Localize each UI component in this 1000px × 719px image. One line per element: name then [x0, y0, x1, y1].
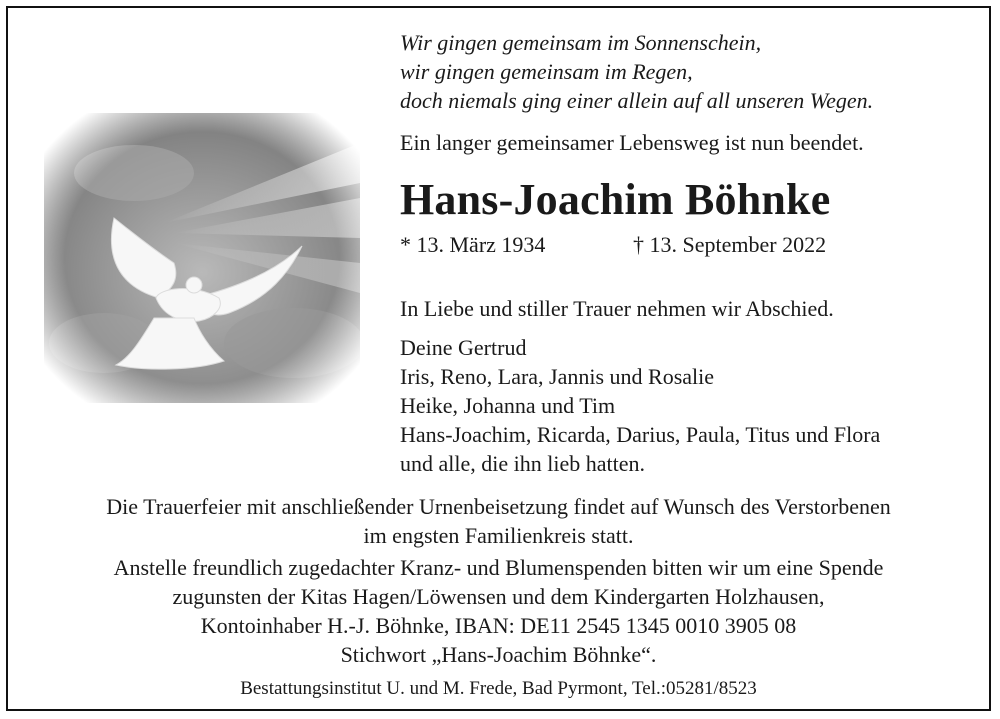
deceased-name: Hans-Joachim Böhnke: [400, 175, 831, 224]
mourner-line: Deine Gertrud: [400, 335, 527, 360]
ceremony-line: Die Trauerfeier mit anschließender Urnenbeisetzung findet auf Wunsch des Verstorbenen: [106, 494, 891, 519]
intro-text: Ein langer gemeinsamer Lebensweg ist nun beendet.: [400, 130, 864, 155]
donation-line: Anstelle freundlich zugedachter Kranz- und Blumenspenden bitten wir um eine Spende: [113, 555, 884, 580]
poem-line: Wir gingen gemeinsam im Sonnenschein,: [400, 30, 762, 55]
birth-date: * 13. März 1934: [400, 232, 546, 257]
poem-line: doch niemals ging einer allein auf all unseren Wegen.: [400, 88, 874, 113]
death-date: † 13. September 2022: [633, 232, 827, 257]
dove-image: [44, 113, 360, 403]
poem: [400, 28, 873, 115]
ceremony-line: im engsten Familienkreis statt.: [363, 523, 634, 548]
donation-line: zugunsten der Kitas Hagen/Löwensen und dem Kindergarten Holzhausen,: [172, 584, 825, 609]
farewell-text: In Liebe und stiller Trauer nehmen wir Abschied.: [400, 296, 834, 321]
donation-notice: [8, 553, 989, 669]
mourner-line: und alle, die ihn lieb hatten.: [400, 451, 645, 476]
mourner-line: Iris, Reno, Lara, Jannis und Rosalie: [400, 364, 715, 389]
poem-line: wir gingen gemeinsam im Regen,: [400, 59, 693, 84]
ceremony-notice: [8, 492, 989, 550]
undertaker-info: Bestattungsinstitut U. und M. Frede, Bad Pyrmont, Tel.:05281/8523: [240, 678, 757, 699]
mourners-list: [400, 333, 880, 478]
mourner-line: Heike, Johanna und Tim: [400, 393, 616, 418]
mourner-line: Hans-Joachim, Ricarda, Darius, Paula, Titus und Flora: [400, 422, 881, 447]
donation-line: Kontoinhaber H.-J. Böhnke, IBAN: DE11 2545 1345 0010 3905 08: [200, 613, 797, 638]
donation-line: Stichwort „Hans-Joachim Böhnke“.: [340, 642, 657, 667]
